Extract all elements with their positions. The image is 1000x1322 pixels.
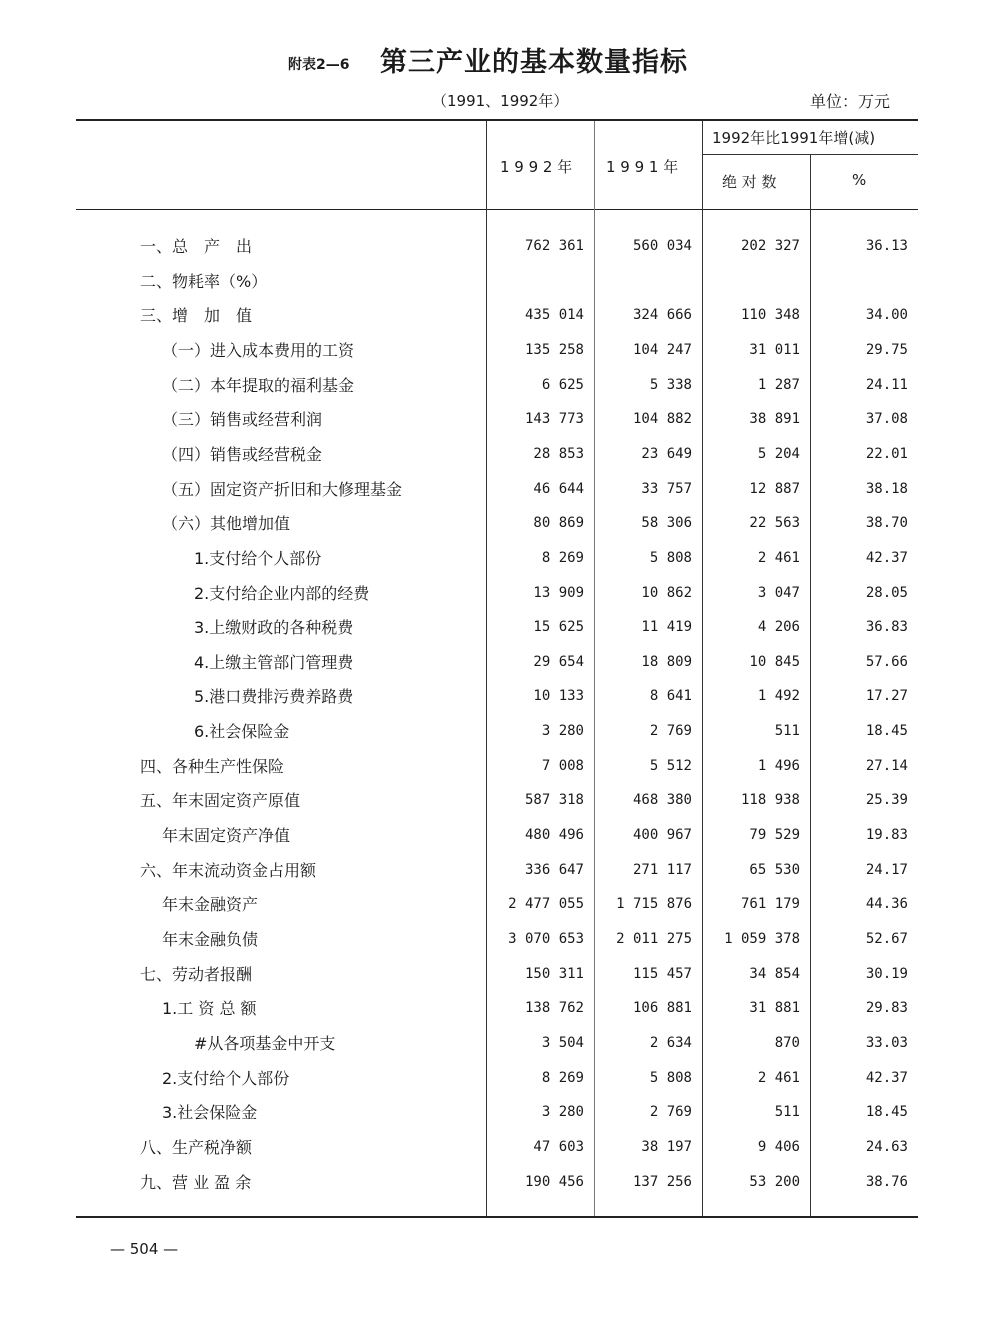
header-1992: 1 9 9 2 年 [500, 158, 573, 176]
row-label: （六）其他增加值 [162, 514, 291, 533]
value-percent-change: 27.14 [865, 758, 908, 774]
value-1992: 6 625 [541, 377, 584, 393]
table-row [0, 269, 1000, 299]
table-row [0, 1031, 1000, 1061]
value-1992: 46 644 [533, 481, 584, 497]
table-top-rule [76, 119, 918, 121]
value-1992: 47 603 [533, 1139, 584, 1155]
value-percent-change: 24.63 [865, 1139, 908, 1155]
table-row [0, 1135, 1000, 1165]
value-1992: 150 311 [524, 966, 584, 982]
unit-label: 单位：万元 [810, 92, 891, 111]
row-label: 3.上缴财政的各种税费 [194, 618, 354, 637]
value-absolute-change: 761 179 [740, 896, 800, 912]
row-label: （三）销售或经营利润 [162, 410, 323, 429]
table-row [0, 442, 1000, 472]
value-percent-change: 17.27 [865, 688, 908, 704]
value-percent-change: 34.00 [865, 307, 908, 323]
header-change-group: 1992年比1991年增(减) [712, 129, 876, 147]
value-absolute-change: 10 845 [749, 654, 800, 670]
row-label: （二）本年提取的福利基金 [162, 376, 355, 395]
value-absolute-change: 22 563 [749, 515, 800, 531]
value-1992: 28 853 [533, 446, 584, 462]
value-percent-change: 25.39 [865, 792, 908, 808]
header-bottom-rule [76, 209, 918, 210]
value-percent-change: 30.19 [865, 966, 908, 982]
value-absolute-change: 118 938 [740, 792, 800, 808]
value-percent-change: 29.75 [865, 342, 908, 358]
value-absolute-change: 1 059 378 [724, 931, 800, 947]
table-row [0, 823, 1000, 853]
value-percent-change: 36.13 [865, 238, 908, 254]
row-label: 4.上缴主管部门管理费 [194, 653, 354, 672]
value-1991: 271 117 [632, 862, 692, 878]
table-row [0, 477, 1000, 507]
value-absolute-change: 2 461 [757, 1070, 800, 1086]
row-label: 三、增 加 值 [140, 306, 253, 325]
year-range: （1991、1992年） [432, 92, 569, 110]
value-1992: 3 070 653 [508, 931, 584, 947]
value-percent-change: 44.36 [865, 896, 908, 912]
value-1992: 13 909 [533, 585, 584, 601]
row-label: 年末金融负债 [162, 930, 259, 949]
value-1991: 23 649 [641, 446, 692, 462]
table-row [0, 581, 1000, 611]
table-row [0, 338, 1000, 368]
value-absolute-change: 1 492 [757, 688, 800, 704]
row-label: 七、劳动者报酬 [140, 965, 253, 984]
row-label: （五）固定资产折旧和大修理基金 [162, 480, 403, 499]
table-row [0, 234, 1000, 264]
value-percent-change: 18.45 [865, 723, 908, 739]
header-percent: % [852, 171, 867, 189]
row-label: （四）销售或经营税金 [162, 445, 323, 464]
value-percent-change: 52.67 [865, 931, 908, 947]
value-absolute-change: 31 881 [749, 1000, 800, 1016]
value-percent-change: 42.37 [865, 550, 908, 566]
row-label: 1.工 资 总 额 [162, 999, 257, 1018]
row-label: 一、总 产 出 [140, 237, 253, 256]
value-absolute-change: 79 529 [749, 827, 800, 843]
row-label: 1.支付给个人部份 [194, 549, 322, 568]
value-1992: 3 280 [541, 723, 584, 739]
value-absolute-change: 511 [774, 1104, 800, 1120]
value-percent-change: 42.37 [865, 1070, 908, 1086]
value-percent-change: 29.83 [865, 1000, 908, 1016]
table-row [0, 511, 1000, 541]
value-absolute-change: 9 406 [757, 1139, 800, 1155]
value-1991: 11 419 [641, 619, 692, 635]
value-1991: 104 247 [632, 342, 692, 358]
row-label: 八、生产税净额 [140, 1138, 253, 1157]
value-absolute-change: 1 287 [757, 377, 800, 393]
value-1991: 58 306 [641, 515, 692, 531]
value-1992: 762 361 [524, 238, 584, 254]
appendix-number: 附表2—6 [288, 57, 350, 73]
value-absolute-change: 5 204 [757, 446, 800, 462]
table-row [0, 1066, 1000, 1096]
value-1992: 7 008 [541, 758, 584, 774]
value-absolute-change: 2 461 [757, 550, 800, 566]
value-1992: 8 269 [541, 1070, 584, 1086]
value-1992: 3 504 [541, 1035, 584, 1051]
value-1991: 137 256 [632, 1174, 692, 1190]
value-absolute-change: 38 891 [749, 411, 800, 427]
value-absolute-change: 870 [774, 1035, 800, 1051]
page-number: — 504 — [110, 1240, 179, 1258]
value-percent-change: 22.01 [865, 446, 908, 462]
table-row [0, 303, 1000, 333]
value-1991: 106 881 [632, 1000, 692, 1016]
value-1991: 5 512 [649, 758, 692, 774]
value-absolute-change: 34 854 [749, 966, 800, 982]
value-1991: 10 862 [641, 585, 692, 601]
value-absolute-change: 1 496 [757, 758, 800, 774]
value-1992: 3 280 [541, 1104, 584, 1120]
row-label: （一）进入成本费用的工资 [162, 341, 355, 360]
row-label: 5.港口费排污费养路费 [194, 687, 354, 706]
header-1991: 1 9 9 1 年 [606, 158, 679, 176]
row-label: #从各项基金中开支 [194, 1034, 336, 1053]
row-label: 年末固定资产净值 [162, 826, 291, 845]
row-label: 年末金融资产 [162, 895, 259, 914]
value-1991: 2 634 [649, 1035, 692, 1051]
value-1991: 8 641 [649, 688, 692, 704]
value-absolute-change: 12 887 [749, 481, 800, 497]
value-1992: 135 258 [524, 342, 584, 358]
value-1992: 8 269 [541, 550, 584, 566]
value-1992: 435 014 [524, 307, 584, 323]
value-percent-change: 37.08 [865, 411, 908, 427]
table-row [0, 788, 1000, 818]
row-label: 六、年末流动资金占用额 [140, 861, 317, 880]
header-absolute: 绝 对 数 [722, 173, 777, 191]
value-percent-change: 38.70 [865, 515, 908, 531]
value-1991: 33 757 [641, 481, 692, 497]
value-percent-change: 24.11 [865, 377, 908, 393]
value-1992: 190 456 [524, 1174, 584, 1190]
value-1991: 18 809 [641, 654, 692, 670]
value-1991: 5 808 [649, 1070, 692, 1086]
value-1991: 324 666 [632, 307, 692, 323]
row-label: 四、各种生产性保险 [140, 757, 285, 776]
value-1991: 104 882 [632, 411, 692, 427]
value-1992: 80 869 [533, 515, 584, 531]
page-title: 第三产业的基本数量指标 [380, 47, 688, 78]
table-row [0, 1100, 1000, 1130]
value-1991: 5 808 [649, 550, 692, 566]
table-row [0, 858, 1000, 888]
value-percent-change: 57.66 [865, 654, 908, 670]
value-1992: 15 625 [533, 619, 584, 635]
value-1991: 1 715 876 [616, 896, 692, 912]
value-1991: 400 967 [632, 827, 692, 843]
value-absolute-change: 53 200 [749, 1174, 800, 1190]
value-percent-change: 38.18 [865, 481, 908, 497]
value-1992: 480 496 [524, 827, 584, 843]
value-percent-change: 19.83 [865, 827, 908, 843]
value-percent-change: 18.45 [865, 1104, 908, 1120]
table-row [0, 962, 1000, 992]
value-absolute-change: 4 206 [757, 619, 800, 635]
row-label: 五、年末固定资产原值 [140, 791, 301, 810]
value-1992: 587 318 [524, 792, 584, 808]
value-1991: 468 380 [632, 792, 692, 808]
value-1991: 2 769 [649, 1104, 692, 1120]
table-row [0, 407, 1000, 437]
table-row [0, 754, 1000, 784]
table-row [0, 927, 1000, 957]
value-percent-change: 28.05 [865, 585, 908, 601]
value-percent-change: 24.17 [865, 862, 908, 878]
value-1992: 2 477 055 [508, 896, 584, 912]
value-1992: 143 773 [524, 411, 584, 427]
value-absolute-change: 202 327 [740, 238, 800, 254]
value-1992: 29 654 [533, 654, 584, 670]
value-1991: 2 011 275 [616, 931, 692, 947]
row-label: 6.社会保险金 [194, 722, 290, 741]
value-absolute-change: 511 [774, 723, 800, 739]
value-1992: 138 762 [524, 1000, 584, 1016]
value-1992: 336 647 [524, 862, 584, 878]
table-row [0, 892, 1000, 922]
table-row [0, 996, 1000, 1026]
value-1991: 2 769 [649, 723, 692, 739]
value-1992: 10 133 [533, 688, 584, 704]
table-row [0, 719, 1000, 749]
value-1991: 38 197 [641, 1139, 692, 1155]
value-absolute-change: 65 530 [749, 862, 800, 878]
value-1991: 560 034 [632, 238, 692, 254]
row-label: 2.支付给企业内部的经费 [194, 584, 370, 603]
value-percent-change: 38.76 [865, 1174, 908, 1190]
value-absolute-change: 110 348 [740, 307, 800, 323]
table-bottom-rule [76, 1216, 918, 1218]
table-row [0, 684, 1000, 714]
table-row [0, 650, 1000, 680]
table-row [0, 1170, 1000, 1200]
value-absolute-change: 3 047 [757, 585, 800, 601]
row-label: 2.支付给个人部份 [162, 1069, 290, 1088]
table-row [0, 373, 1000, 403]
value-1991: 115 457 [632, 966, 692, 982]
value-percent-change: 33.03 [865, 1035, 908, 1051]
value-absolute-change: 31 011 [749, 342, 800, 358]
value-percent-change: 36.83 [865, 619, 908, 635]
table-row [0, 546, 1000, 576]
table-row [0, 615, 1000, 645]
row-label: 二、物耗率（%） [140, 272, 268, 291]
value-1991: 5 338 [649, 377, 692, 393]
row-label: 九、营 业 盈 余 [140, 1173, 252, 1192]
row-label: 3.社会保险金 [162, 1103, 258, 1122]
